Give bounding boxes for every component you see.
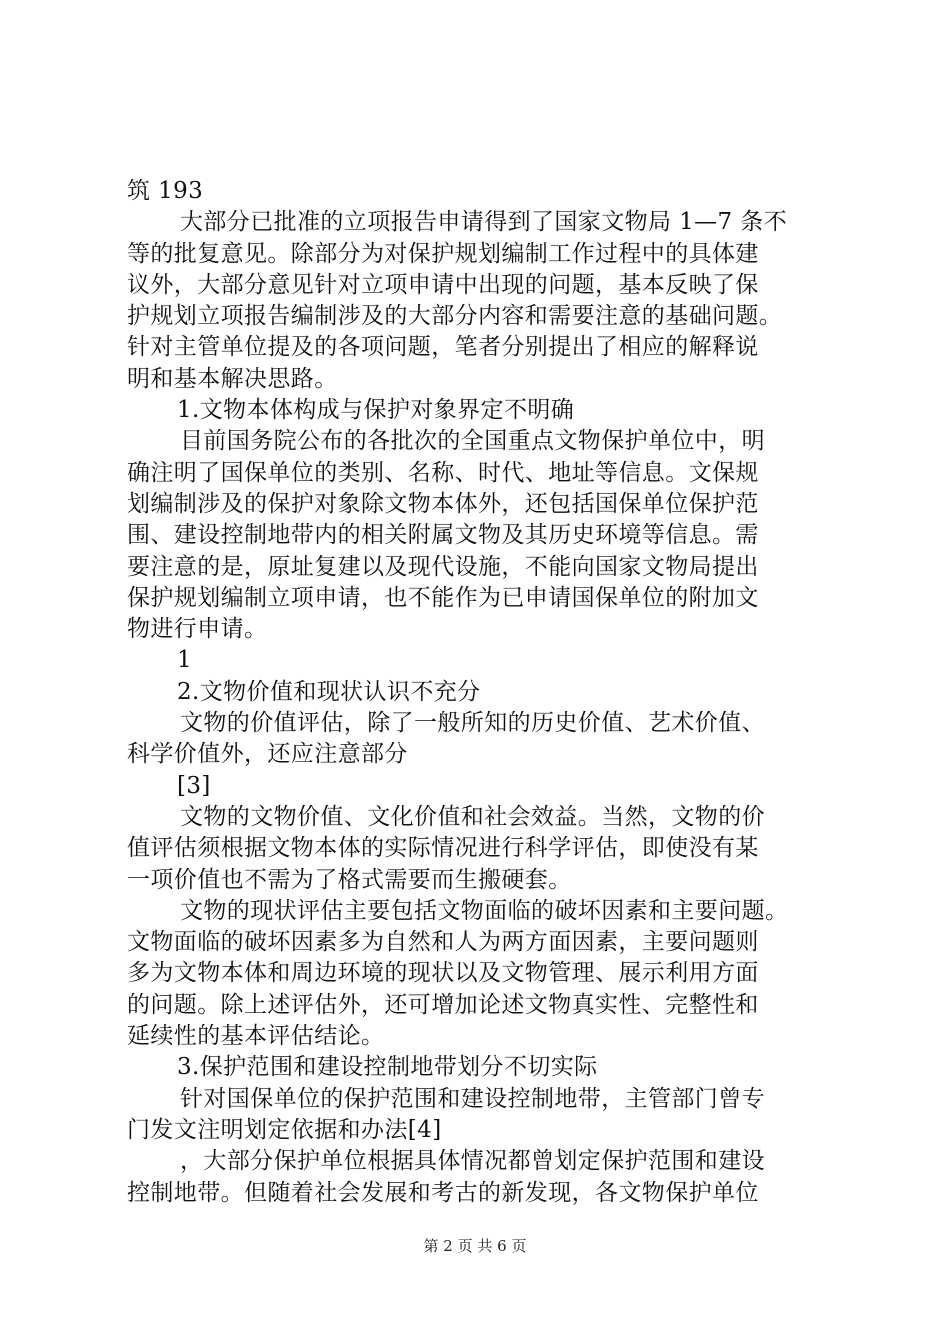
text-line: 科学价值外，还应注意部分 (127, 741, 408, 768)
text-line: 大部分已批准的立项报告申请得到了国家文物局 1—7 条不 (180, 209, 788, 236)
text-line: 文物的文物价值、文化价值和社会效益。当然，文物的价 (180, 803, 765, 830)
text-line: 等的批复意见。除部分为对保护规划编制工作过程中的具体建 (127, 240, 759, 267)
text-line: 1.文物本体构成与保护对象界定不明确 (177, 397, 575, 424)
text-line: 明和基本解决思路。 (127, 365, 338, 392)
text-line: 值评估须根据文物本体的实际情况进行科学评估，即使没有某 (127, 835, 759, 862)
text-line: 延续性的基本评估结论。 (127, 1023, 385, 1050)
text-line: 3.保护范围和建设控制地带划分不切实际 (177, 1054, 598, 1081)
text-line: 多为文物本体和周边环境的现状以及文物管理、展示利用方面 (127, 960, 759, 987)
text-line: 针对主管单位提及的各项问题，笔者分别提出了相应的解释说 (127, 334, 759, 361)
text-line: 保护规划编制立项申请，也不能作为已申请国保单位的附加文 (127, 584, 759, 611)
text-line: 的问题。除上述评估外，还可增加论述文物真实性、完整性和 (127, 991, 759, 1018)
text-line: 2.文物价值和现状认识不充分 (177, 678, 481, 705)
text-line: 物进行申请。 (127, 616, 268, 643)
text-line: 针对国保单位的保护范围和建设控制地带，主管部门曾专 (180, 1085, 765, 1112)
text-line: 控制地带。但随着社会发展和考古的新发现，各文物保护单位 (127, 1179, 759, 1206)
text-line: 确注明了国保单位的类别、名称、时代、地址等信息。文保规 (127, 459, 759, 486)
page-footer: 第 2 页 共 6 页 (423, 1237, 527, 1255)
text-line: [3] (177, 772, 211, 799)
text-line: 文物的现状评估主要包括文物面临的破坏因素和主要问题。 (180, 897, 789, 924)
text-line: 要注意的是，原址复建以及现代设施，不能向国家文物局提出 (127, 553, 759, 580)
text-line: 一项价值也不需为了格式需要而生搬硬套。 (127, 866, 572, 893)
text-line: 文物面临的破坏因素多为自然和人为两方面因素，主要问题则 (127, 929, 759, 956)
text-line: 门发文注明划定依据和办法[4] (127, 1116, 442, 1143)
text-line: 护规划立项报告编制涉及的大部分内容和需要注意的基础问题。 (127, 303, 783, 330)
text-line: ，大部分保护单位根据具体情况都曾划定保护范围和建设 (180, 1148, 765, 1175)
text-line: 划编制涉及的保护对象除文物本体外，还包括国保单位保护范 (127, 490, 759, 517)
text-line: 议外，大部分意见针对立项申请中出现的问题，基本反映了保 (127, 271, 759, 298)
text-line: 围、建设控制地带内的相关附属文物及其历史环境等信息。需 (127, 522, 759, 549)
text-line: 文物的价值评估，除了一般所知的历史价值、艺术价值、 (180, 710, 765, 737)
document-body (127, 176, 842, 1209)
text-line: 目前国务院公布的各批次的全国重点文物保护单位中，明 (180, 428, 765, 455)
text-line: 筑 193 (127, 178, 204, 204)
text-line: 1 (177, 647, 193, 674)
